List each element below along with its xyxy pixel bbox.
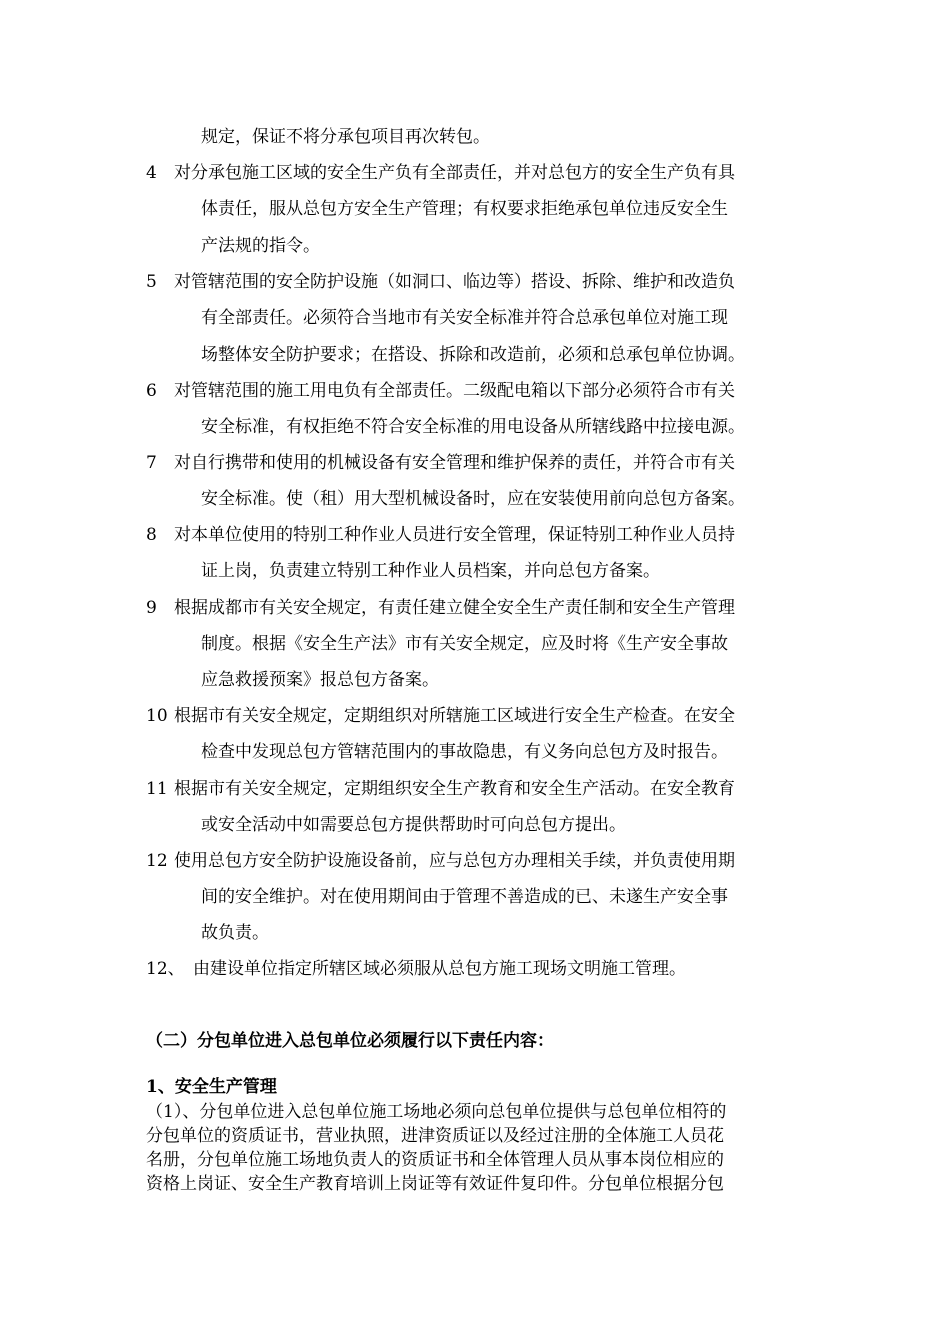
section-subheading: 1、安全生产管理	[146, 1077, 277, 1097]
item-text-line: 根据成都市有关安全规定，有责任建立健全安全生产责任制和安全生产管理	[174, 598, 735, 618]
item-text-line: 对本单位使用的特别工种作业人员进行安全管理，保证特别工种作业人员持	[174, 525, 735, 545]
item-text-line: 产法规的指令。	[201, 236, 320, 256]
item-text-line: 或安全活动中如需要总包方提供帮助时可向总包方提出。	[201, 815, 626, 835]
item-number: 4	[146, 163, 157, 183]
item-text-line: 场整体安全防护要求；在搭设、拆除和改造前，必须和总承包单位协调。	[201, 345, 745, 365]
item-number: 6	[146, 381, 157, 401]
item-text-line: 应急救援预案》报总包方备案。	[201, 670, 439, 690]
section-heading: （二）分包单位进入总包单位必须履行以下责任内容：	[146, 1031, 554, 1051]
item-number: 12	[146, 851, 168, 871]
item-text-line: 安全标准，有权拒绝不符合安全标准的用电设备从所辖线路中拉接电源。	[201, 417, 745, 437]
item-text-line: 使用总包方安全防护设施设备前，应与总包方办理相关手续，并负责使用期	[174, 851, 735, 871]
item-text-line: 对管辖范围的安全防护设施（如洞口、临边等）搭设、拆除、维护和改造负	[174, 272, 735, 292]
item-number: 9	[146, 598, 157, 618]
item-text-line: 有全部责任。必须符合当地市有关安全标准并符合总承包单位对施工现	[201, 308, 728, 328]
item-text-line: 根据市有关安全规定，定期组织对所辖施工区域进行安全生产检查。在安全	[174, 706, 735, 726]
paragraph-line: （1）、分包单位进入总包单位施工场地必须向总包单位提供与总包单位相符的	[146, 1102, 727, 1122]
item-text-line: 对分承包施工区域的安全生产负有全部责任，并对总包方的安全生产负有具	[174, 163, 735, 183]
item-text-line: 证上岗，负责建立特别工种作业人员档案，并向总包方备案。	[201, 561, 660, 581]
paragraph-line: 分包单位的资质证书，营业执照，进津资质证以及经过注册的全体施工人员花	[146, 1126, 724, 1146]
item-text-line: 间的安全维护。对在使用期间由于管理不善造成的已、未遂生产安全事	[201, 887, 728, 907]
item-number: 5	[146, 272, 157, 292]
item-number: 11	[146, 779, 168, 799]
list-continuation: 规定，保证不将分承包项目再次转包。	[201, 127, 490, 147]
item-text-line: 根据市有关安全规定，定期组织安全生产教育和安全生产活动。在安全教育	[174, 779, 735, 799]
item-text-line: 对管辖范围的施工用电负有全部责任。二级配电箱以下部分必须符合市有关	[174, 381, 735, 401]
item-text-line: 由建设单位指定所辖区域必须服从总包方施工现场文明施工管理。	[193, 959, 686, 979]
item-text-line: 制度。根据《安全生产法》市有关安全规定，应及时将《生产安全事故	[201, 634, 728, 654]
item-text-line: 对自行携带和使用的机械设备有安全管理和维护保养的责任，并符合市有关	[174, 453, 735, 473]
item-number: 10	[146, 706, 168, 726]
item-text-line: 故负责。	[201, 923, 269, 943]
item-text-line: 检查中发现总包方管辖范围内的事故隐患，有义务向总包方及时报告。	[201, 742, 728, 762]
item-number: 8	[146, 525, 157, 545]
paragraph-line: 资格上岗证、安全生产教育培训上岗证等有效证件复印件。分包单位根据分包	[146, 1174, 724, 1194]
item-text-line: 安全标准。使（租）用大型机械设备时，应在安装使用前向总包方备案。	[201, 489, 745, 509]
paragraph-line: 名册，分包单位施工场地负责人的资质证书和全体管理人员从事本岗位相应的	[146, 1150, 724, 1170]
item-text-line: 体责任，服从总包方安全生产管理；有权要求拒绝承包单位违反安全生	[201, 199, 728, 219]
item-number: 12、	[146, 959, 185, 979]
item-number: 7	[146, 453, 157, 473]
